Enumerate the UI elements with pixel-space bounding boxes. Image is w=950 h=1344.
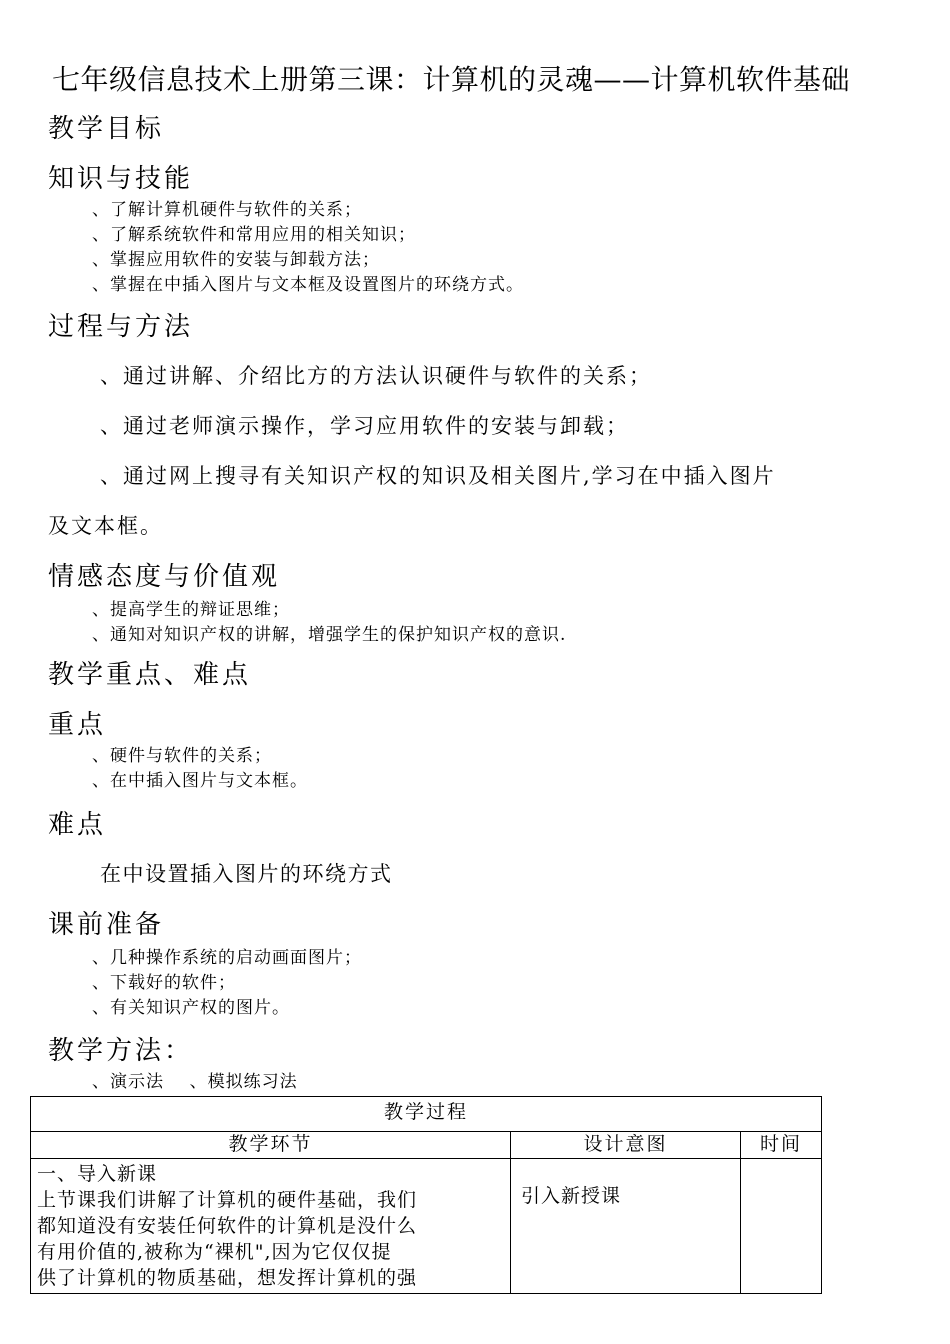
list-item: 、几种操作系统的启动画面图片； [92,948,362,968]
list-item: 、有关知识产权的图片。 [92,998,290,1018]
list-item: 、提高学生的辩证思维； [92,600,290,620]
list-item: 、通过老师演示操作，学习应用软件的安装与卸载； [100,414,629,438]
list-item: 、了解计算机硬件与软件的关系； [92,200,362,220]
list-item: 、通过讲解、介绍比方的方法认识硬件与软件的关系； [100,364,652,388]
time-cell [741,1159,822,1294]
list-item: 、掌握在中插入图片与文本框及设置图片的环绕方式。 [92,275,524,295]
column-header: 教学环节 [31,1132,511,1159]
focus-list [92,744,308,794]
heading-difficulty: 难点 [48,810,107,840]
methods-text: 、演示法 、模拟练习法 [92,1072,298,1092]
preparation-list [92,946,362,1021]
list-item: 、在中插入图片与文本框。 [92,771,308,791]
list-item-continuation: 及文本框。 [48,514,163,538]
process-table [30,1096,822,1294]
heading-preparation: 课前准备 [48,910,165,940]
cell-line: 上节课我们讲解了计算机的硬件基础，我们 [37,1189,418,1211]
list-item: 、通过网上搜寻有关知识产权的知识及相关图片,学习在中插入图片 [100,464,776,488]
list-item: 、了解系统软件和常用应用的相关知识； [92,225,416,245]
column-header: 时间 [741,1132,822,1159]
list-item: 、下载好的软件； [92,973,236,993]
table-row [31,1159,822,1294]
column-header: 设计意图 [511,1132,741,1159]
cell-line: 供了计算机的物质基础，想发挥计算机的强 [37,1267,418,1289]
emotion-list [92,598,566,648]
heading-key-points: 教学重点、难点 [48,660,252,690]
heading-knowledge: 知识与技能 [48,164,194,194]
list-item: 、硬件与软件的关系； [92,746,272,766]
heading-process: 过程与方法 [48,312,194,342]
difficulty-text: 在中设置插入图片的环绕方式 [100,862,393,886]
knowledge-list [92,198,524,298]
heading-emotion: 情感态度与价值观 [48,562,281,592]
cell-line: 有用价值的,被称为“裸机",因为它仅仅提 [37,1241,392,1263]
cell-line: 都知道没有安装任何软件的计算机是没什么 [37,1215,418,1237]
heading-objectives: 教学目标 [48,114,165,144]
heading-focus: 重点 [48,710,107,740]
list-item: 、通知对知识产权的讲解，增强学生的保护知识产权的意识. [92,625,567,645]
intent-cell: 引入新授课 [511,1159,741,1294]
cell-line: 一、导入新课 [37,1163,158,1185]
heading-methods: 教学方法： [48,1036,194,1066]
page-title: 七年级信息技术上册第三课：计算机的灵魂——计算机软件基础 [52,63,851,96]
section-cell [31,1159,511,1294]
table-title: 教学过程 [31,1097,822,1132]
list-item: 、掌握应用软件的安装与卸载方法； [92,250,380,270]
